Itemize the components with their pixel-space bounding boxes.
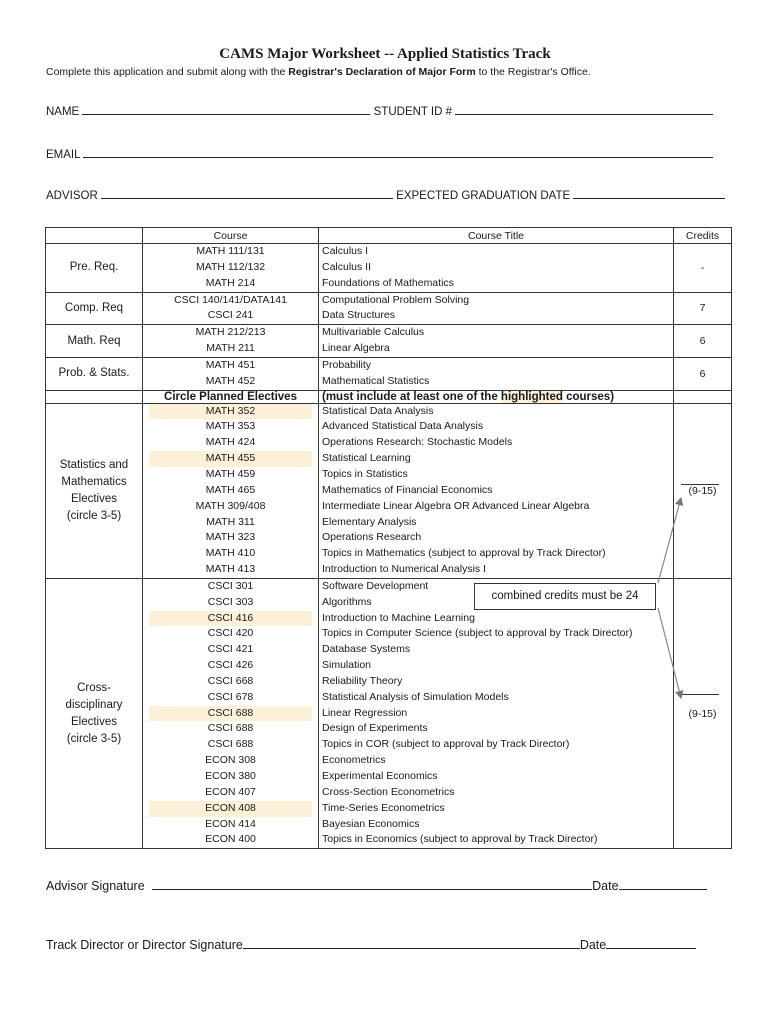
requirement-category: Pre. Req.	[46, 244, 143, 293]
course-code: MATH 212/213	[195, 326, 266, 339]
requirement-category: Prob. & Stats.	[46, 357, 143, 390]
electives-header-title: (must include at least one of the highlighted courses)	[319, 390, 674, 403]
advisor-date-field[interactable]	[619, 879, 707, 890]
combined-credits-callout: combined credits must be 24	[474, 583, 656, 610]
highlighted-word: highlighted	[500, 390, 563, 403]
elective-course-title: Operations Research: Stochastic Models	[322, 436, 513, 449]
elective-course-title: Linear Regression	[322, 706, 408, 719]
elective-course-code[interactable]: MATH 424	[205, 436, 256, 449]
requirement-credits: -	[674, 244, 732, 293]
elective-course-title: Elementary Analysis	[322, 515, 417, 528]
course-code: MATH 111/131	[196, 245, 265, 257]
requirement-category: Comp. Req	[46, 292, 143, 325]
elective-course-code[interactable]: CSCI 688	[149, 706, 312, 722]
elective-course-title: Design of Experiments	[322, 722, 428, 735]
elective-course-title: Statistical Data Analysis	[322, 404, 434, 417]
elective-course-code[interactable]: MATH 309/408	[195, 499, 266, 512]
course-title: Calculus II	[322, 260, 372, 273]
elective-course-title: Bayesian Economics	[322, 817, 420, 830]
course-title: Calculus I	[322, 245, 369, 257]
elective-course-title: Topics in Mathematics (subject to approval by Track Director)	[322, 547, 606, 560]
elective-course-code[interactable]: ECON 308	[205, 754, 256, 767]
elective-course-code[interactable]: MATH 459	[205, 467, 256, 480]
elective-course-title: Mathematics of Financial Economics	[322, 483, 493, 496]
course-title: Probability	[322, 358, 372, 371]
header-course: Course	[143, 228, 319, 244]
elective-course-title: Econometrics	[322, 754, 386, 767]
course-code: CSCI 241	[207, 309, 254, 322]
category-line: (circle 3-5)	[66, 732, 122, 745]
student-id-label: STUDENT ID #	[373, 106, 453, 118]
director-date-field[interactable]	[606, 938, 696, 949]
category-line: disciplinary	[65, 698, 123, 711]
elective-course-code[interactable]: CSCI 421	[207, 643, 254, 656]
email-label: EMAIL	[46, 149, 81, 161]
director-signature-label: Track Director or Director Signature	[46, 938, 243, 952]
elective-course-title: Reliability Theory	[322, 674, 403, 687]
elective-course-code[interactable]: CSCI 416	[149, 611, 312, 627]
category-line: Electives	[70, 492, 118, 505]
director-date-label: Date	[579, 938, 607, 952]
instructions-pre: Complete this application and submit along with the	[46, 66, 289, 78]
elective-course-code[interactable]: ECON 414	[205, 817, 256, 830]
name-label: NAME	[46, 106, 80, 118]
elective-course-code[interactable]: ECON 408	[149, 801, 312, 817]
elective-course-title: Time-Series Econometrics	[322, 801, 445, 814]
registrar-form-link: Registrar's Declaration of Major Form	[288, 66, 476, 78]
advisor-date-label: Date	[592, 879, 619, 893]
elective-course-code[interactable]: MATH 323	[205, 531, 256, 544]
category-line: Cross-	[77, 681, 111, 694]
requirement-category: Math. Req	[46, 325, 143, 358]
elective-course-code[interactable]: MATH 413	[205, 563, 256, 576]
elective-course-code[interactable]: ECON 400	[205, 833, 256, 846]
elective-course-code[interactable]: CSCI 301	[207, 579, 254, 592]
elective-course-code[interactable]: CSCI 303	[207, 595, 254, 608]
cross-electives-credits: (9-15)	[674, 578, 732, 848]
elective-course-title: Topics in Economics (subject to approval by Track Director)	[322, 833, 598, 846]
elective-course-title: Simulation	[322, 659, 372, 672]
header-title: Course Title	[319, 228, 674, 244]
elective-course-code[interactable]: MATH 311	[206, 515, 255, 528]
elective-course-code[interactable]: MATH 353	[205, 420, 256, 433]
requirement-credits: 7	[674, 292, 732, 325]
page-title: CAMS Major Worksheet -- Applied Statistics Track	[219, 46, 551, 62]
elective-course-code[interactable]: ECON 407	[205, 785, 256, 798]
stats-electives-credits: (9-15)	[674, 403, 732, 578]
elective-course-title: Statistical Analysis of Simulation Models	[322, 690, 509, 703]
elective-course-code[interactable]: CSCI 668	[207, 674, 254, 687]
elective-course-code[interactable]: CSCI 678	[207, 690, 254, 703]
elective-course-title: Intermediate Linear Algebra OR Advanced Linear Algebra	[322, 499, 590, 512]
course-title: Mathematical Statistics	[322, 374, 430, 387]
director-signature-row	[46, 938, 696, 952]
course-title: Multivariable Calculus	[322, 326, 425, 339]
instructions-post: to the Registrar's Office.	[475, 66, 591, 78]
elective-course-title: Experimental Economics	[322, 770, 438, 782]
advisor-label: ADVISOR	[46, 190, 98, 202]
requirement-credits: 6	[674, 325, 732, 358]
advisor-signature-field[interactable]	[152, 879, 592, 890]
elective-course-code[interactable]: CSCI 688	[207, 722, 254, 735]
elective-course-title: Topics in Computer Science (subject to approval by Track Director)	[322, 627, 633, 640]
course-code: MATH 452	[205, 374, 256, 387]
director-signature-field[interactable]	[243, 938, 580, 949]
elective-course-title: Algorithms	[322, 595, 372, 608]
header-credits: Credits	[674, 228, 732, 244]
category-line: Electives	[70, 715, 118, 728]
course-code: MATH 214	[205, 276, 256, 289]
elective-course-code[interactable]: CSCI 426	[207, 659, 254, 672]
elective-course-title: Introduction to Numerical Analysis I	[322, 563, 486, 576]
graduation-label: EXPECTED GRADUATION DATE	[396, 190, 571, 202]
category-line: (circle 3-5)	[66, 509, 122, 522]
elective-course-code[interactable]: CSCI 688	[207, 738, 254, 751]
elective-course-title: Topics in Statistics	[322, 467, 408, 480]
elective-course-title: Introduction to Machine Learning	[322, 611, 475, 624]
advisor-signature-row	[46, 879, 707, 893]
course-title: Data Structures	[322, 309, 395, 322]
course-title: Linear Algebra	[322, 342, 390, 355]
elective-course-code[interactable]: MATH 352	[149, 404, 312, 420]
course-title: Foundations of Mathematics	[322, 276, 454, 289]
requirement-credits: 6	[674, 357, 732, 390]
category-line: Statistics and	[59, 458, 129, 471]
elective-course-code[interactable]: MATH 465	[205, 483, 256, 496]
elective-course-title: Topics in COR (subject to approval by Track Director)	[322, 738, 570, 751]
arrow-to-cross-credits	[658, 608, 681, 698]
course-code: CSCI 140/141/DATA141	[174, 293, 287, 306]
elective-course-code[interactable]: ECON 380	[205, 770, 256, 782]
advisor-signature-label: Advisor Signature	[46, 879, 145, 893]
elective-course-title: Cross-Section Econometrics	[322, 785, 455, 798]
electives-header-course: Circle Planned Electives	[143, 390, 319, 403]
category-line: Mathematics	[61, 475, 127, 488]
elective-course-title: Advanced Statistical Data Analysis	[322, 420, 484, 433]
course-code: MATH 211	[206, 342, 255, 355]
elective-course-code[interactable]: MATH 410	[205, 547, 256, 560]
course-code: MATH 451	[205, 358, 256, 371]
elective-course-title: Database Systems	[322, 643, 411, 656]
course-title: Computational Problem Solving	[322, 293, 470, 306]
course-code: MATH 112/132	[195, 260, 266, 273]
elective-course-code[interactable]: CSCI 420	[207, 627, 254, 640]
elective-course-title: Software Development	[322, 579, 429, 592]
elective-course-code[interactable]: MATH 455	[149, 451, 312, 467]
elective-course-title: Statistical Learning	[322, 452, 411, 465]
elective-course-title: Operations Research	[322, 531, 422, 544]
arrow-to-stats-credits	[658, 498, 681, 583]
